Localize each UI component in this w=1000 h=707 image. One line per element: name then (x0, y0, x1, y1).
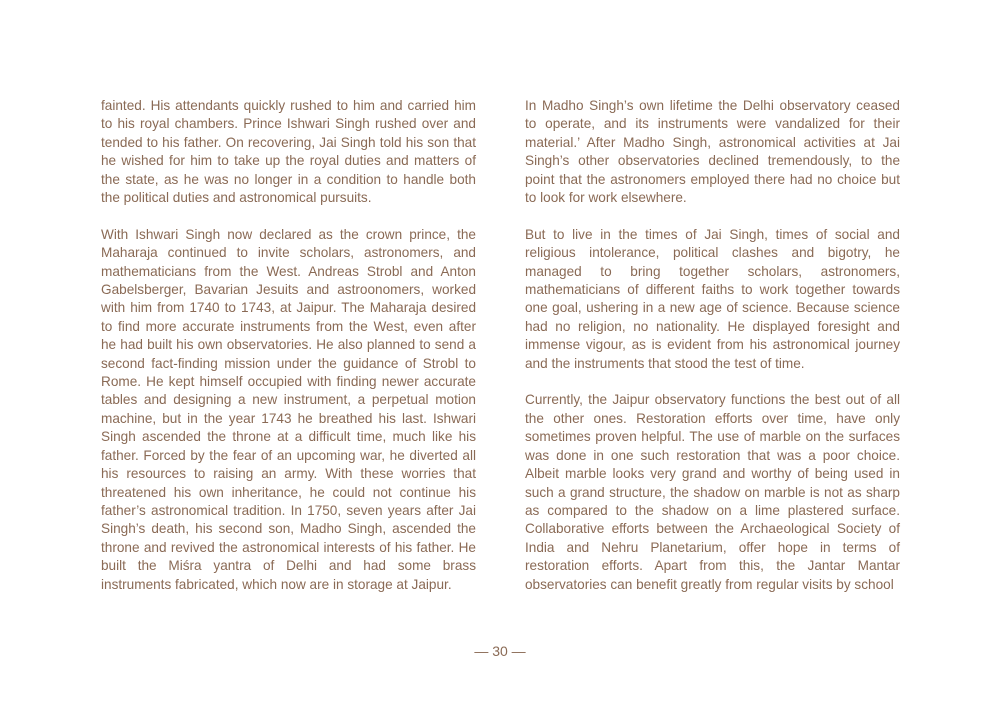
paragraph: Currently, the Jaipur observatory functions the best out of all the other ones. Restoration efforts over time, have only sometimes proven helpful. The use of marble on the surfaces was done in one such restoration that was a poor choice. Albeit marble looks very grand and worthy of being used in such a grand structure, the shadow on marble is not as sharp as compared to the shadow on a lime plastered surface. Collaborative efforts between the Archaeological Society of India and Nehru Planetarium, offer hope in terms of restoration efforts. Apart from this, the Jantar Mantar observatories can benefit greatly from regular visits by school (525, 392, 900, 592)
paragraph: In Madho Singh’s own lifetime the Delhi observatory ceased to operate, and its instruments were vandalized for their material.’ After Madho Singh, astronomical activities at Jai Singh’s other observatories declined tremendously, to the point that the astronomers employed there had no choice but to look for work elsewhere. (525, 98, 900, 206)
left-text-column (101, 97, 476, 612)
right-text-column (525, 97, 900, 612)
paragraph: But to live in the times of Jai Singh, times of social and religious intolerance, political clashes and bigotry, he managed to bring together scholars, astronomers, mathematicians of different faiths to work together towards one goal, ushering in a new age of science. Because science had no religion, no nationality. He displayed foresight and immense vigour, as is evident from his astronomical journey and the instruments that stood the test of time. (525, 226, 900, 371)
page-number: — 30 — (474, 643, 526, 659)
paragraph: With Ishwari Singh now declared as the crown prince, the Maharaja continued to invite scholars, astronomers, and mathematicians from the West. Andreas Strobl and Anton Gabelsberger, Bavarian Jesuits and astroonomers, worked with him from 1740 to 1743, at Jaipur. The Maharaja desired to find more accurate instruments from the West, even after he had built his own observatories. He also planned to send a second fact-finding mission under the guidance of Strobl to Rome. He kept himself occupied with finding newer accurate tables and designing a new instrument, a perpetual motion machine, but in the year 1743 he breathed his last. Ishwari Singh ascended the throne at a difficult time, much like his father. Forced by the fear of an upcoming war, he diverted all his resources to raising an army. With these worries that threatened his own inheritance, he could not continue his father’s astronomical tradition. In 1750, seven years after Jai Singh’s death, his second son, Madho Singh, ascended the throne and revived the astronomical interests of his father. He built the Miśra yantra of Delhi and had some brass instruments fabricated, which now are in storage at Jaipur. (101, 226, 476, 592)
paragraph: fainted. His attendants quickly rushed to him and carried him to his royal chambers. Prince Ishwari Singh rushed over and tended to his father. On recovering, Jai Singh told his son that he wished for him to take up the royal duties and matters of the state, as he was no longer in a condition to handle both the political duties and astronomical pursuits. (101, 98, 476, 206)
